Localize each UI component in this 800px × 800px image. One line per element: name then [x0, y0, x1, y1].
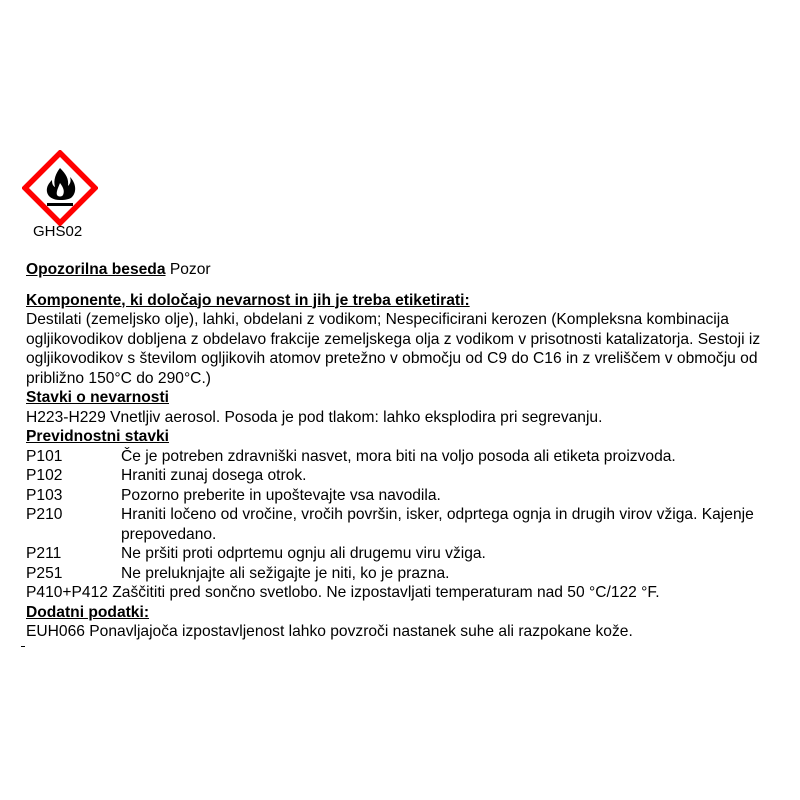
signal-word-value: Pozor [169, 261, 211, 278]
hazard-statement: H223-H229 Vnetljiv aerosol. Posoda je pod tlakom: lahko eksplodira pri segrevanju. [26, 408, 603, 426]
precautionary-row [26, 466, 786, 486]
components-text: Destilati (zemeljsko olje), lahki, obdelani z vodikom; Nespecificirani kerozen (Kompleksna kombinacija ogljikovodikov dobljena z obdelavo frakcije zemeljskega olja z vodikom v prisotnosti katalizatorja. Sestoji iz ogljikovodikov s številom ogljikovih atomov pretežno v območju od C9 do C16 in z vreliščem v območju od približno 150°C do 290°C.) [26, 311, 761, 387]
precautionary-row [26, 505, 786, 544]
precautionary-code: P251 [26, 564, 63, 582]
precautionary-text: Hraniti zunaj dosega otrok. [121, 467, 307, 484]
precautionary-text: Pozorno preberite in upoštevajte vsa navodila. [121, 486, 441, 504]
signal-word-line [26, 260, 786, 280]
label-elements [26, 260, 786, 642]
precautionary-code: P210 [26, 506, 63, 523]
signal-word-label: Opozorilna beseda [26, 261, 166, 278]
precautionary-row [26, 447, 786, 467]
precautionary-text: Če je potreben zdravniški nasvet, mora biti na voljo posoda ali etiketa proizvoda. [121, 447, 676, 465]
precautionary-row [26, 486, 786, 506]
precautionary-text: Ne pršiti proti odprtemu ognju ali drugemu viru vžiga. [121, 545, 486, 562]
pictogram-code: GHS02 [33, 223, 83, 240]
precautionary-code: P103 [26, 486, 63, 504]
precautionary-code: P211 [26, 545, 62, 562]
precautionary-code: P102 [26, 467, 63, 484]
precautionary-text: Hraniti ločeno od vročine, vročih površin, isker, odprtega ognja in drugih virov vžiga. Kajenje prepovedano. [121, 506, 754, 543]
margin-mark [21, 646, 25, 647]
precautionary-combined: P410+P412 Zaščititi pred sončno svetlobo. Ne izpostavljati temperaturam nad 50 °C/122 °F. [26, 584, 660, 601]
precautionary-code: P101 [26, 447, 63, 465]
precautionary-heading: Previdnostni stavki [26, 428, 169, 445]
hazard-heading: Stavki o nevarnosti [26, 389, 169, 406]
precautionary-text: Ne preluknjajte ali sežigajte je niti, ko je prazna. [121, 564, 450, 582]
ghs02-flame-pictogram [22, 150, 98, 226]
additional-heading: Dodatni podatki: [26, 603, 150, 621]
precautionary-row [26, 544, 786, 564]
precautionary-row [26, 564, 786, 584]
components-heading: Komponente, ki določajo nevarnost in jih je treba etiketirati: [26, 291, 470, 309]
additional-text: EUH066 Ponavljajoča izpostavljenost lahko povzroči nastanek suhe ali razpokane kože. [26, 623, 633, 640]
